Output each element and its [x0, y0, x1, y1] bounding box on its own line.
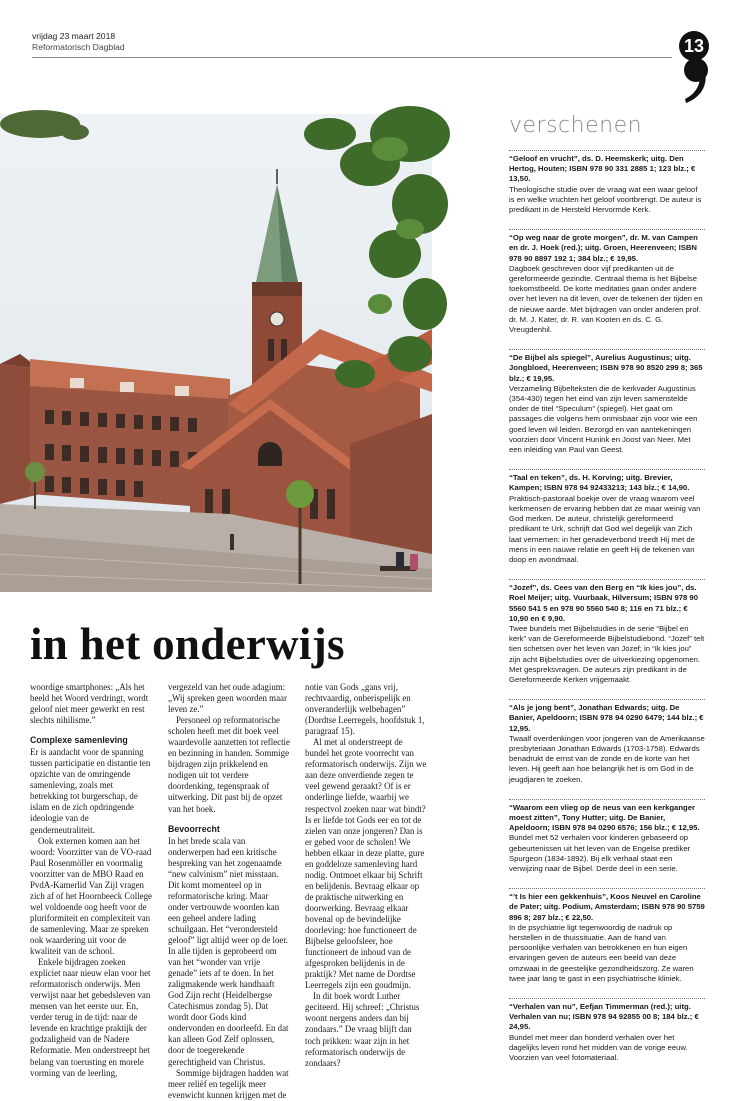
page-number-badge: 13: [679, 31, 709, 61]
book-entry-details: “Jozef”, ds. Cees van den Berg en “Ik kies jou”, ds. Roel Meijer; uitg. Vuurbaak, Hilversum; ISBN 978 90 5560 541 5 en 978 90 5560 540 8; 116 en 71 blz.; € 10,90 en € 9,90.: [509, 583, 698, 623]
book-entry-description: Twaalf overdenkingen voor jongeren van de Amerikaanse presbyteriaan Jonathan Edwards (1703-1758). Edwards benadrukt de ernst van de zonde en de korte van het leven. Hij geeft aan hoe belangrijk het is om God in de jeugdjaren te zoeken.: [509, 733, 705, 784]
paragraph: Enkele bijdragen zoeken expliciet naar nieuw elan voor het reformatorisch onderwijs. Men verwijst naar het gebedsleven van mensen van het eerste uur. En, verder terug in de tijd: naar de levende en krachtige praktijk der godzaligheid van de Nadere Reformatie. Men onderstreept het belang van toerusting en morele vorming van de leerling,: [30, 957, 151, 1078]
newspaper-name: Reformatorisch Dagblad: [32, 42, 125, 52]
paragraph: notie van Gods „gans vrij, rechtvaardig, onberispelijk en onveranderlijk welbehagen” (Dordtse Leerregels, hoofdstuk 1, paragraaf 15).: [305, 682, 425, 737]
paragraph: Sommige bijdragen hadden wat meer reliëf en tegelijk meer evenwicht kunnen krijgen met de: [168, 1067, 289, 1100]
book-entry-details: “Als je jong bent”, Jonathan Edwards; uitg. De Banier, Apeldoorn; ISBN 978 94 0290 6479; 144 blz.; € 12,95.: [509, 703, 704, 733]
book-entry: [509, 888, 705, 984]
book-entry-description: Twee bundels met Bijbelstudies in de serie “Bijbel en kerk” van de Gereformeerde Bijbelstudiebond. “Jozef” telt tien schetsen over het leven van Jozef; in “Ik kies jou” zijn acht Bijbelstudies over de uitverkiezing opgenomen. Met gespreksvragen. De auteurs zijn predikant in de Gereformeerde Kerken vrijgemaakt.: [509, 623, 705, 684]
book-entry: [509, 349, 705, 455]
verschenen-sidebar: [509, 112, 705, 1077]
paragraph: woordige smartphones: „Als het beeld het Woord verdringt, wordt geloof niet meer gewerkt en rest slechts nihilisme.”: [30, 682, 149, 726]
book-entry: [509, 469, 705, 565]
paragraph: Personeel op reformatorische scholen heeft met dit boek veel waardevolle aanzetten tot reflectie en bezinning in handen. Sommige bijdragen zijn prikkelend en nodigen uit tot verdere doordenking, tegenspraak of uitwerking. Dit past bij de opzet van het boek.: [168, 715, 290, 814]
paragraph: Ook externen komen aan het woord: Voorzitter van de VO-raad Paul Rosenmöller en voormalig voorzitter van de MBO Raad en PvdA-Kamerlid Van Zijl vragen zich af of het Hoornbeeck College wel voldoende oog heeft voor de pluriformiteit en complexiteit van de samenleving. Maar ze spreken ook waardering uit voor de kwaliteit van de school.: [30, 835, 152, 957]
subheading: Complexe samenleving: [30, 735, 128, 746]
book-entry-details: “Op weg naar de grote morgen”, dr. M. van Campen en dr. J. Hoek (red.); uitg. Groen, Heerenveen; ISBN 978 90 8897 192 1; 384 blz.; € 19,95.: [509, 233, 698, 263]
book-entry-details: “Waarom een vlieg op de neus van een kerkganger moest zitten”, Tony Hutter; uitg. De Banier, Apeldoorn; ISBN 978 94 0290 6576; 156 blz.; € 12,95.: [509, 802, 700, 833]
book-entry-details: “Geloof en vrucht”, ds. D. Heemskerk; uitg. Den Hertog, Houten; ISBN 978 90 331 2885 1; 123 blz.; € 13,50.: [509, 154, 696, 184]
paragraph: In dit boek wordt Luther geciteerd. Hij schreef: „Christus woont nergens anders dan bij zondaars.” De vraag blijft dan toch prikken: waar zijn in het reformatorisch onderwijs de zondaars?: [305, 991, 420, 1068]
subheading: Bevoorrecht: [168, 823, 220, 834]
header-rule: [32, 57, 672, 58]
book-entry-details: “’t Is hier een gekkenhuis”, Koos Neuvel en Caroline de Pater; uitg. Podium, Amsterdam; ISBN 978 90 5759 896 8; 287 blz.; € 22,50.: [509, 892, 705, 922]
book-entry-details: “Taal en teken”, ds. H. Korving; uitg. Brevier, Kampen; ISBN 978 94 92433213; 143 blz.; € 14,90.: [509, 473, 690, 493]
article-column-1: [30, 682, 152, 1079]
book-entry-description: In de psychiatrie ligt tegenwoordig de nadruk op herstellen in de thuissituatie. Aan de hand van persoonlijke verhalen van betrokkenen en hun eigen ervaringen geven de auteurs een beeld van deze omzwaai in de geestelijke gezondheidszorg. Ze waren twee jaar lang te gast in een psychiatrische kliniek.: [509, 922, 694, 983]
paragraph: Al met al onderstreept de bundel het grote voorrecht van reformatorisch onderwijs. Zijn we aan deze onverdiende zegen te veel gewend geraakt? Of is er onderlinge liefde, waarbij we respectvol zoeken naar wat bindt? Is er liefde tot Gods eer en tot de zielen van onze jongeren? Dan is er gebed voor de scholen! We hebben elkaar in deze platte, gure en goddeloze samenleving hard nodig. Ontmoet elkaar bij Schrift en belijdenis. Bevraag elkaar op de praktische uitwerking en doorwerking. Bevraag elkaar bovenal op de bevindelijke doorleving: hoe functioneert de Bijbelse geloofsleer, hoe functioneert de inhoud van de afgesproken belijdenis in de praktijk? Met name de Dordtse Leerregels zijn een goudmijn.: [305, 737, 427, 991]
book-entry-description: Praktisch-pastoraal boekje over de vraag waarom veel kerkmensen de ervaring hebben dat ze maar weinig van God merken. De auteur, christelijk gereformeerd predikant te Urk, schrijft dat God wel degelijk van Zich laat vernemen: in het genadeverbond treedt Hij met de mens in een nauwe relatie en geeft Hij de tekenen van doop en avondmaal.: [509, 493, 701, 564]
book-entry: [509, 229, 705, 335]
paragraph: vergezeld van het oude adagium: „Wij spreken geen woorden maar leven ze.”: [168, 682, 287, 715]
article-column-3: [305, 682, 427, 1069]
paragraph: Er is aandacht voor de spanning tussen participatie en distantie ten opzichte van de omringende samenleving, zoals met betrekking tot burgerschap, de islam en de zich opdringende ideologie van de genderneutraliteit.: [30, 747, 151, 835]
book-entry: [509, 998, 705, 1063]
book-entry: [509, 150, 705, 215]
book-entry-description: Dagboek geschreven door vijf predikanten uit de gereformeerde gezindte. Centraal thema is het Bijbelse toekomstbeeld. De korte meditaties gaan onder andere over het leven na dit leven, over de tekenen der tijden en de nieuwe aarde. Met bijdragen van onder anderen prof. dr. M. J. Kater, dr. R. van Kooten en ds. C. G. Vreugdenhil.: [509, 263, 703, 335]
article-column-2: [168, 682, 290, 1101]
book-entry-description: Verzameling Bijbelteksten die de kerkvader Augustinus (354-430) tegen het eind van zijn leven samenstelde onder de titel “Speculum” (spiegel). Het gaat om passages die volgens hem onmisbaar zijn voor wie een goed leven wil leiden. Bezorgd en van aantekeningen voorzien door Vincent Hunink en Joost van Neer. Met een inleiding van Paul van Geest.: [509, 383, 698, 455]
sidebar-title: verschenen: [509, 113, 643, 138]
book-entry-description: Theologische studie over de vraag wat een waar geloof is en welke vruchten het geloof voortbrengt. De auteur is predikant in de Hersteld Hervormde Kerk.: [509, 184, 702, 215]
book-entry-details: “Verhalen van nu”, Eefjan Timmerman (red.); uitg. Verhalen van nu; ISBN 978 94 92855 00 8; 184 blz.; € 24,95.: [509, 1002, 699, 1032]
school-building-photo: [0, 114, 432, 592]
book-entry: [509, 579, 705, 685]
book-entry: [509, 699, 705, 785]
comma-logo-icon: [678, 56, 714, 104]
book-entry-description: Bundel met 52 verhalen voor kinderen gebaseerd op gebeurtenissen uit het leven van de Engelse prediker Spurgeon (1834-1892). Bij elk verhaal staat een verwijzing naar de Bijbel. Derde deel in een serie.: [509, 833, 691, 873]
book-entry-description: Bundel met meer dan honderd verhalen over het dagelijks leven rond het midden van de vorige eeuw. Voorzien van veel fotomateriaal.: [509, 1032, 688, 1063]
masthead: [32, 31, 672, 53]
sidebar-entry-list: [509, 150, 705, 1063]
article-headline: in het onderwijs: [30, 619, 345, 669]
book-entry: [509, 799, 705, 874]
paragraph: In het brede scala van onderwerpen had een kritische bespreking van het zogenaamde “new calvinism” niet misstaan. Dit komt momenteel op in reformatorische kring. Maar onder vertrouwde woorden kan een geheel andere lading schuilgaan. Het “verondersteld geloof” ligt altijd weer op de loer. In alle tijden is geprobeerd om van het “wonder van vrije genade” iets af te doen. In het zaligmakende werk handhaaft God Zijn recht (Heidelbergse Catechismus zondag 5). Dat wordt door Gods kind ondervonden en doorleefd. En dat kan alleen God Zelf oplossen, door de toegerekende gerechtigheid van Christus.: [168, 835, 289, 1067]
book-entry-details: “De Bijbel als spiegel”, Aurelius Augustinus; uitg. Jongbloed, Heerenveen; ISBN 978 90 8520 299 8; 365 blz.; € 19,95.: [509, 353, 703, 383]
issue-date: vrijdag 23 maart 2018: [32, 31, 116, 41]
